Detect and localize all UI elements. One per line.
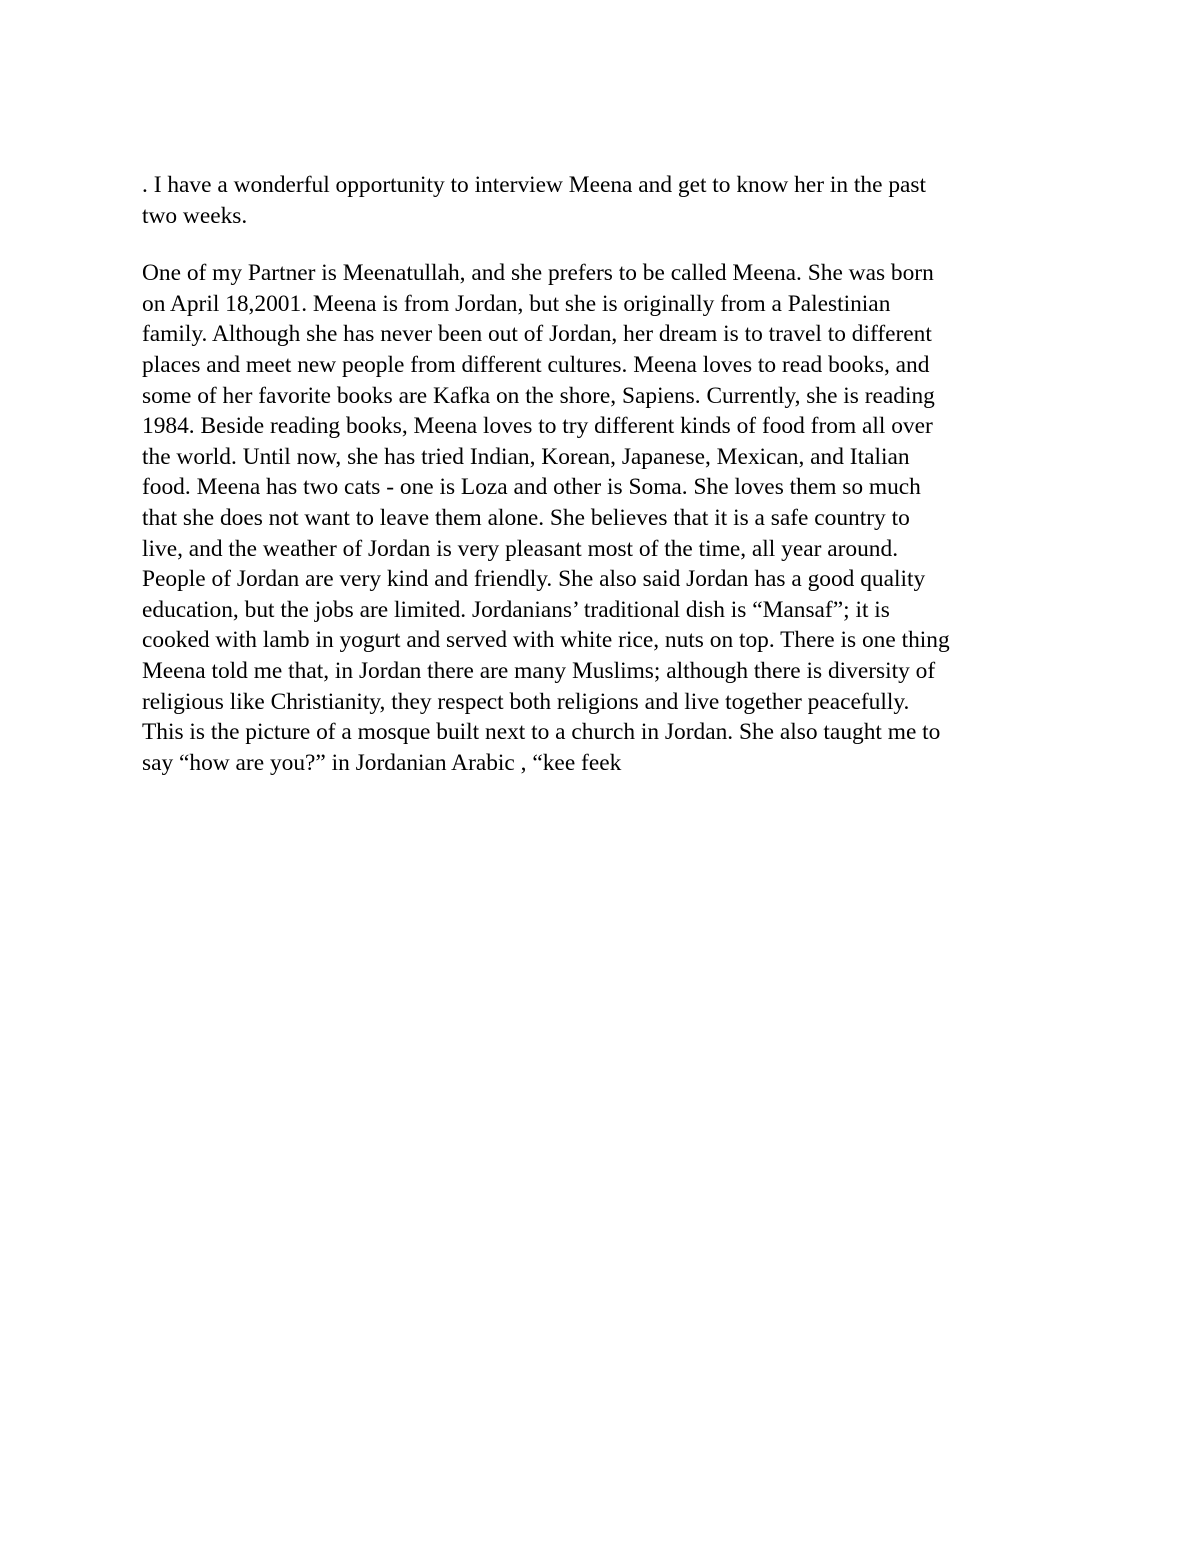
intro-paragraph (142, 170, 1062, 231)
paragraph-line: One of my Partner is Meenatullah, and she prefers to be called Meena. She was born (142, 260, 934, 287)
paragraph-line: This is the picture of a mosque built next to a church in Jordan. She also taught me to (142, 719, 941, 746)
paragraph-line: People of Jordan are very kind and friendly. She also said Jordan has a good quality (142, 566, 926, 593)
paragraph-line: cooked with lamb in yogurt and served with white rice, nuts on top. There is one thing (142, 627, 950, 654)
paragraph-line: 1984. Beside reading books, Meena loves to try different kinds of food from all over (142, 413, 933, 440)
paragraph-line: . I have a wonderful opportunity to interview Meena and get to know her in the past (142, 172, 927, 198)
paragraph-line: family. Although she has never been out of Jordan, her dream is to travel to different (142, 321, 932, 348)
paragraph-line: the world. Until now, she has tried Indian, Korean, Japanese, Mexican, and Italian (142, 443, 910, 470)
paragraph-line: Meena told me that, in Jordan there are many Muslims; although there is diversity of (142, 657, 936, 684)
paragraph-line: on April 18,2001. Meena is from Jordan, but she is originally from a Palestinian (142, 290, 891, 317)
document-body (142, 170, 1062, 778)
paragraph-line: education, but the jobs are limited. Jordanians’ traditional dish is “Mansaf”; it is (142, 596, 890, 623)
paragraph-line: some of her favorite books are Kafka on the shore, Sapiens. Currently, she is reading (142, 382, 935, 409)
paragraph-spacer (142, 231, 1062, 258)
paragraph-line: that she does not want to leave them alone. She believes that it is a safe country to (142, 504, 910, 531)
main-paragraph (142, 258, 1062, 778)
paragraph-line: places and meet new people from different cultures. Meena loves to read books, and (142, 351, 930, 378)
paragraph-line: live, and the weather of Jordan is very pleasant most of the time, all year around. (142, 535, 899, 562)
paragraph-line: religious like Christianity, they respect both religions and live together peacefully. (142, 688, 910, 715)
paragraph-line: two weeks. (142, 202, 248, 229)
paragraph-line: say “how are you?” in Jordanian Arabic , “kee feek (142, 749, 622, 776)
paragraph-line: food. Meena has two cats - one is Loza and other is Soma. She loves them so much (142, 474, 921, 501)
